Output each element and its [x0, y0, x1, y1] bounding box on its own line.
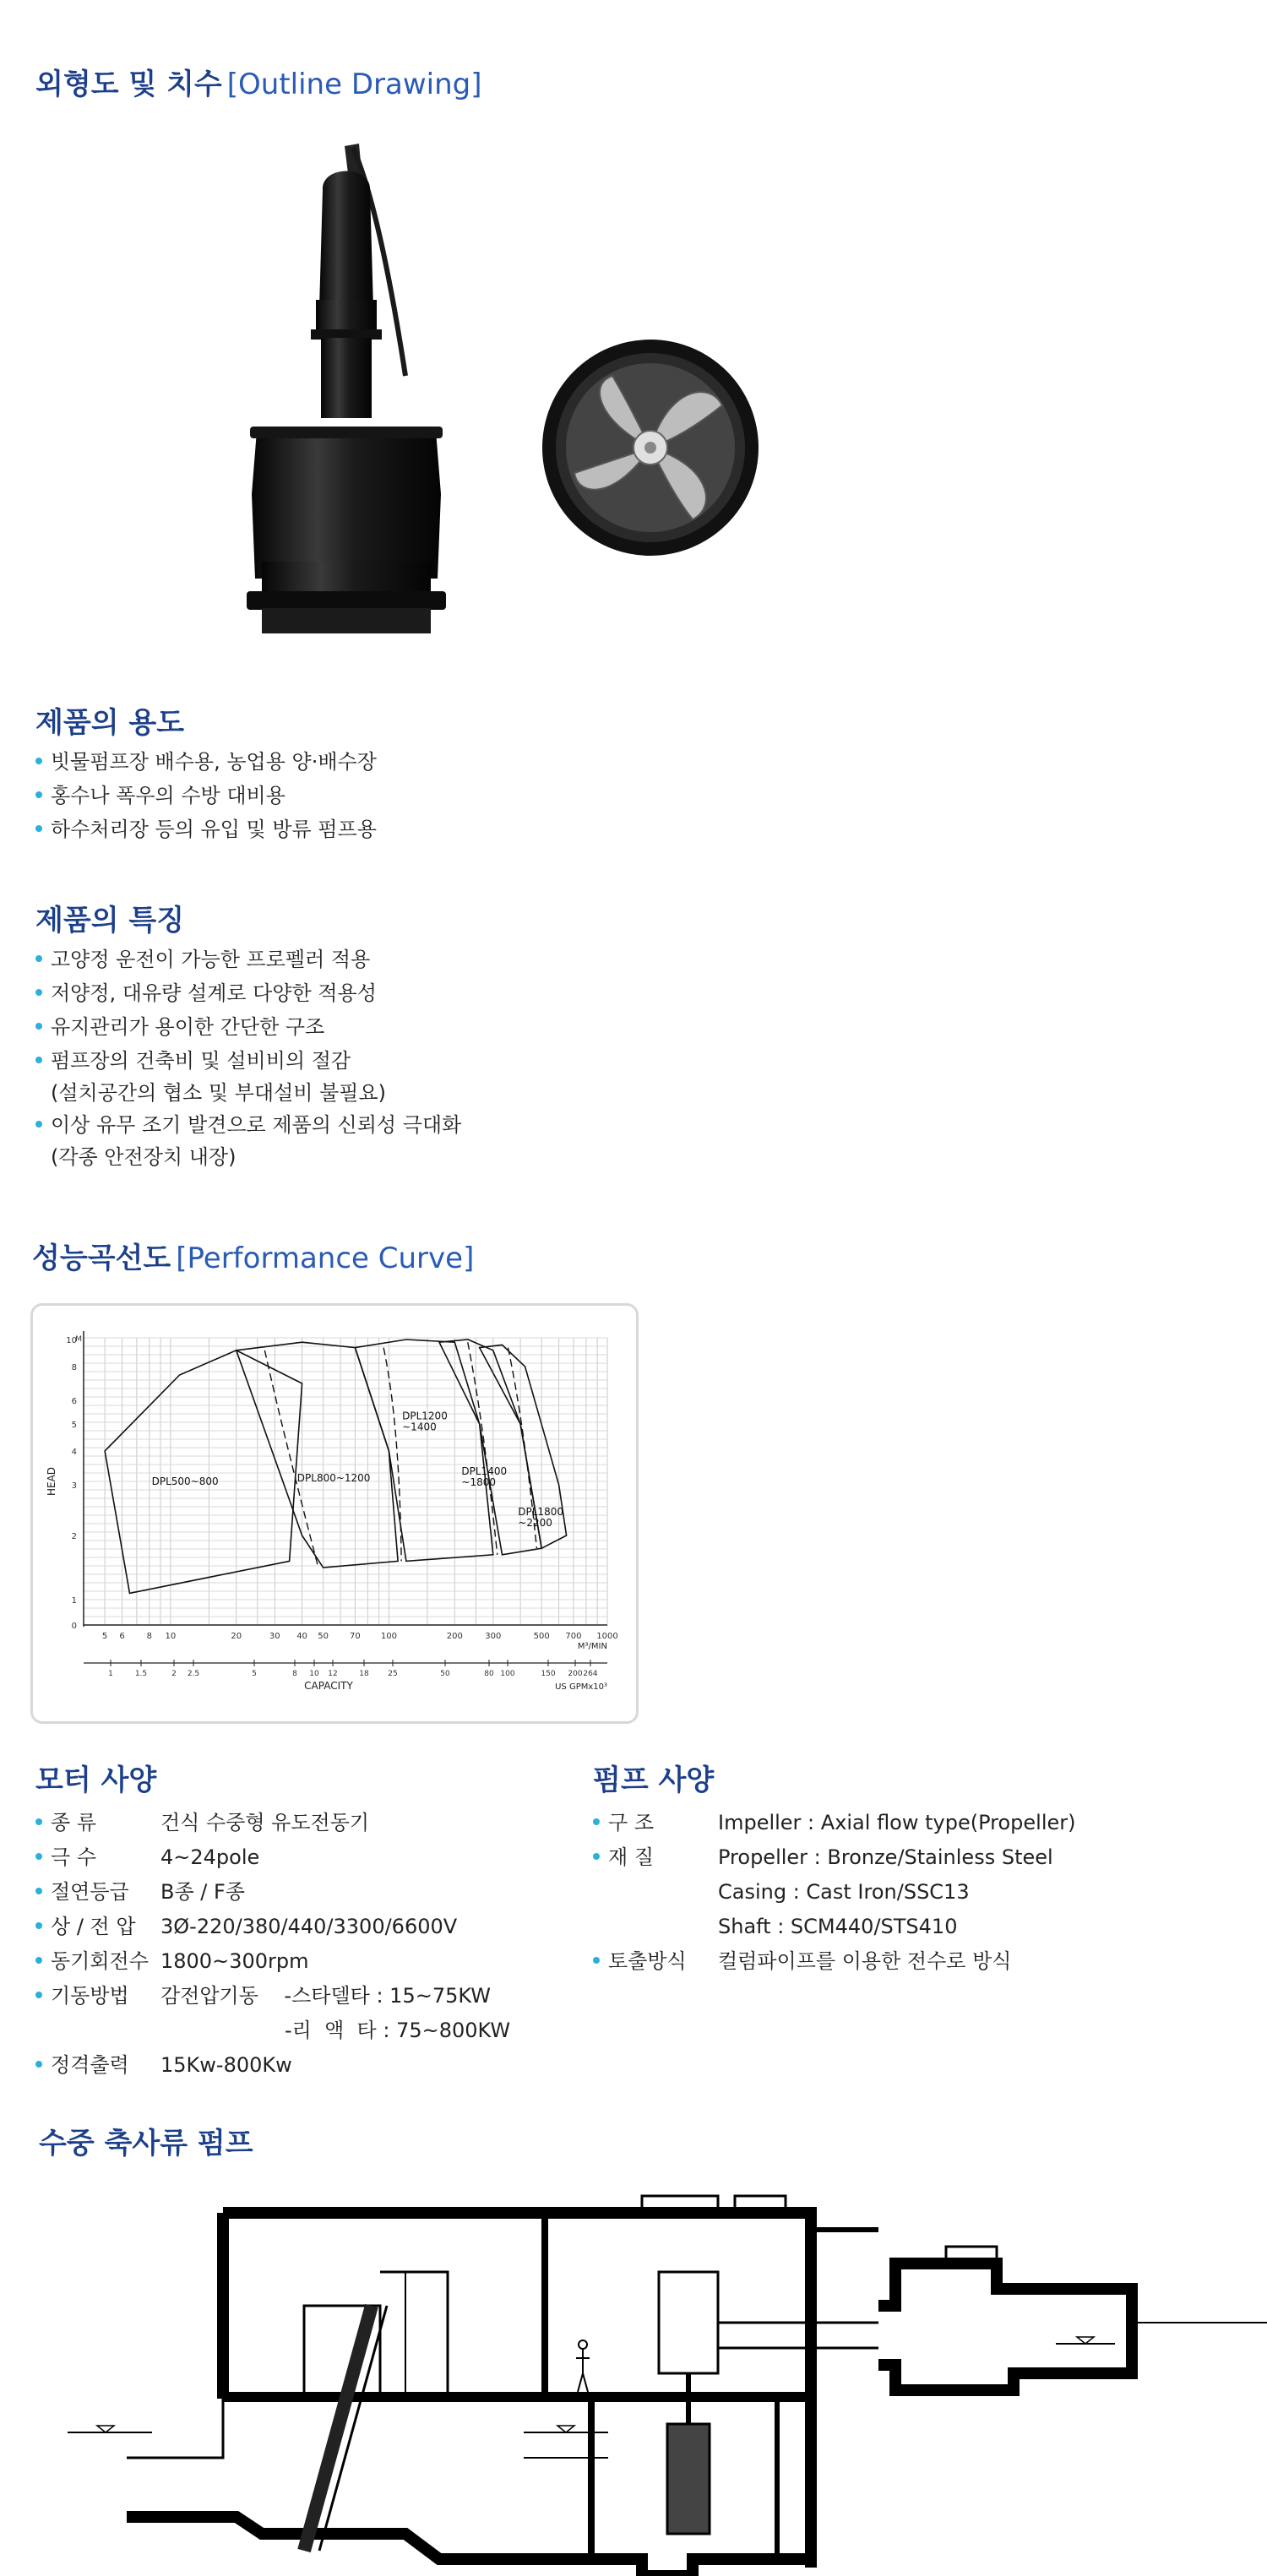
x2-tick-label: 100: [500, 1670, 515, 1678]
y-tick-label: 1: [71, 1596, 77, 1606]
spec-key: [51, 2014, 160, 2048]
x-unit-label: M³/MIN: [577, 1642, 607, 1651]
spec-value: 4~24pole: [160, 1845, 260, 1869]
x2-tick-label: 12: [328, 1670, 338, 1678]
x2-tick-label: 150: [541, 1670, 556, 1678]
feature-item: [35, 1108, 461, 1172]
y-tick-label: 8: [71, 1363, 77, 1372]
y-unit-label: M: [75, 1335, 82, 1344]
pump-impeller-image: [541, 338, 760, 557]
x-tick-label: 200: [446, 1632, 463, 1641]
spec-value: 1800~300rpm: [160, 1949, 309, 1973]
usage-item: 빗물펌프장 배수용, 농업용 양·배수장: [35, 745, 377, 779]
x-tick-label: 40: [296, 1632, 307, 1641]
spec-key: 종 류: [51, 1811, 96, 1834]
x2-tick-label: 1.5: [134, 1670, 148, 1678]
feature-subtext: (설치공간의 협소 및 부대설비 불필요): [51, 1081, 387, 1105]
x2-tick-label: 264: [583, 1670, 598, 1678]
x-tick-label: 500: [533, 1632, 550, 1641]
spec-key: [608, 1875, 718, 1910]
spec-key: 구 조: [608, 1811, 654, 1834]
usage-item: 홍수나 폭우의 수방 대비용: [35, 779, 377, 812]
x2-tick-label: 200: [568, 1670, 583, 1678]
x-tick-label: 10: [165, 1632, 177, 1641]
usage-item: 하수처리장 등의 유입 및 방류 펌프용: [35, 812, 377, 846]
spec-value: Propeller : Bronze/Stainless Steel: [718, 1845, 1053, 1869]
motor-spec-row: [35, 2048, 510, 2083]
spec-key: [608, 1910, 718, 1944]
spec-value: 감전압기동 -스타델타 : 15~75KW: [160, 1984, 491, 2008]
performance-chart: [33, 1306, 636, 1721]
motor-spec-row: [35, 1806, 510, 1840]
motor-spec-row: [35, 1979, 510, 2014]
performance-chart-box: [30, 1303, 639, 1724]
feature-item: [35, 943, 461, 976]
outline-title-en: [Outline Drawing]: [226, 68, 482, 101]
spec-key: 상 / 전 압: [51, 1915, 136, 1938]
x2-tick-label: 1: [108, 1670, 113, 1678]
y-tick-label: 4: [71, 1448, 77, 1457]
curve-region: [355, 1340, 492, 1561]
series-label: DPL1200: [402, 1410, 448, 1422]
installation-diagram: [51, 2179, 1267, 2576]
usage-title: 제품의 용도: [35, 706, 185, 740]
y-tick-label: 10: [66, 1336, 77, 1345]
spec-key: 동기회전수: [51, 1949, 149, 1973]
outline-title-ko: 외형도 및 치수: [35, 68, 222, 101]
x2-tick-label: 2.5: [187, 1670, 200, 1678]
pump-spec-list: [593, 1806, 1076, 1979]
series-label: DPL800~1200: [296, 1472, 371, 1484]
x2-unit-label: US GPMx10³: [555, 1682, 607, 1692]
x2-tick-label: 80: [484, 1670, 494, 1678]
performance-title-ko: 성능곡선도: [32, 1242, 171, 1275]
x-tick-label: 50: [318, 1632, 329, 1641]
features-title: 제품의 특징: [35, 904, 185, 937]
x-tick-label: 20: [231, 1632, 242, 1641]
motor-spec-row: [35, 1840, 510, 1875]
spec-key: 절연등급: [51, 1880, 129, 1904]
pump-spec-row: [593, 1944, 1076, 1979]
series-label: DPL1800: [518, 1506, 563, 1518]
spec-value: 15Kw-800Kw: [160, 2053, 292, 2077]
y-axis-label: HEAD: [46, 1466, 57, 1497]
pump-title: 펌프 사양: [593, 1764, 715, 1797]
outline-title: [35, 61, 481, 102]
chart-labels: [152, 1410, 563, 1529]
x-tick-label: 6: [119, 1632, 125, 1641]
motor-spec-row: [35, 2014, 510, 2048]
spec-value: Shaft : SCM440/STS410: [718, 1915, 958, 1938]
y-tick-label: 3: [71, 1481, 77, 1491]
spec-value: 3Ø-220/380/440/3300/6600V: [160, 1915, 458, 1938]
x-tick-label: 70: [350, 1632, 361, 1641]
usage-list: [35, 745, 377, 846]
pump-spec-row: [593, 1840, 1076, 1875]
spec-value: B종 / F종: [160, 1880, 245, 1904]
x2-tick-label: 25: [388, 1670, 398, 1678]
x2-tick-label: 5: [252, 1670, 257, 1678]
x-tick-label: 1000: [596, 1632, 618, 1641]
pump-spec-row: [593, 1910, 1076, 1944]
spec-key: 극 수: [51, 1845, 96, 1869]
feature-text: 이상 유무 조기 발견으로 제품의 신뢰성 극대화: [51, 1113, 462, 1137]
motor-spec-row: [35, 1875, 510, 1910]
feature-text: 고양정 운전이 가능한 프로펠러 적용: [51, 948, 371, 971]
series-label: DPL1400: [461, 1465, 508, 1477]
y-tick-label: 2: [71, 1532, 77, 1541]
x-axis-label: CAPACITY: [304, 1680, 353, 1692]
feature-text: 저양정, 대유량 설계로 다양한 적용성: [51, 981, 377, 1005]
spec-key: 토출방식: [608, 1949, 687, 1973]
y-tick-label: 0: [71, 1622, 77, 1631]
pump-spec-row: [593, 1875, 1076, 1910]
spec-value: 건식 수중형 유도전동기: [160, 1811, 370, 1834]
series-label: ~1800: [461, 1476, 496, 1488]
spec-value: Impeller : Axial flow type(Propeller): [718, 1811, 1076, 1834]
curve-region: [237, 1342, 398, 1568]
x2-tick-label: 18: [359, 1670, 369, 1678]
motor-spec-row: [35, 1944, 510, 1979]
x-tick-label: 30: [269, 1632, 280, 1641]
series-label: DPL500~800: [151, 1475, 219, 1487]
x-tick-label: 5: [101, 1632, 108, 1641]
x-tick-label: 100: [380, 1632, 397, 1641]
features-list: [35, 943, 461, 1172]
x2-tick-label: 2: [171, 1670, 177, 1678]
install-title: 수중 축사류 펌프: [39, 2127, 253, 2160]
feature-item: [35, 1044, 461, 1108]
pump-spec-row: [593, 1806, 1076, 1840]
feature-item: [35, 1010, 461, 1044]
pump-side-image: [245, 139, 448, 646]
feature-item: [35, 976, 461, 1010]
feature-text: 유지관리가 용이한 간단한 구조: [51, 1015, 325, 1039]
spec-key: 기동방법: [51, 1984, 129, 2008]
y-tick-label: 5: [71, 1421, 77, 1430]
motor-spec-row: [35, 1910, 510, 1944]
motor-spec-list: [35, 1806, 510, 2083]
spec-value: Casing : Cast Iron/SSC13: [718, 1880, 970, 1904]
performance-title: [32, 1235, 474, 1276]
x-tick-label: 700: [565, 1632, 582, 1641]
performance-title-en: [Performance Curve]: [176, 1242, 475, 1275]
y-tick-label: 6: [71, 1397, 77, 1406]
feature-text: 펌프장의 건축비 및 설비비의 절감: [51, 1049, 351, 1073]
spec-value: -리 액 타 : 75~800KW: [285, 2019, 511, 2042]
x2-tick-label: 50: [440, 1670, 450, 1678]
series-label: ~2200: [518, 1517, 552, 1529]
motor-title: 모터 사양: [35, 1764, 157, 1797]
feature-subtext: (각종 안전장치 내장): [51, 1145, 237, 1169]
x2-tick-label: 10: [309, 1670, 319, 1678]
spec-value: 컬럼파이프를 이용한 전수로 방식: [718, 1949, 1012, 1973]
spec-key: 정격출력: [51, 2053, 129, 2077]
x-tick-label: 8: [146, 1632, 153, 1641]
spec-key: 재 질: [608, 1845, 654, 1869]
x2-tick-label: 8: [292, 1670, 297, 1678]
series-label: ~1400: [402, 1421, 437, 1433]
x-tick-label: 300: [485, 1632, 502, 1641]
